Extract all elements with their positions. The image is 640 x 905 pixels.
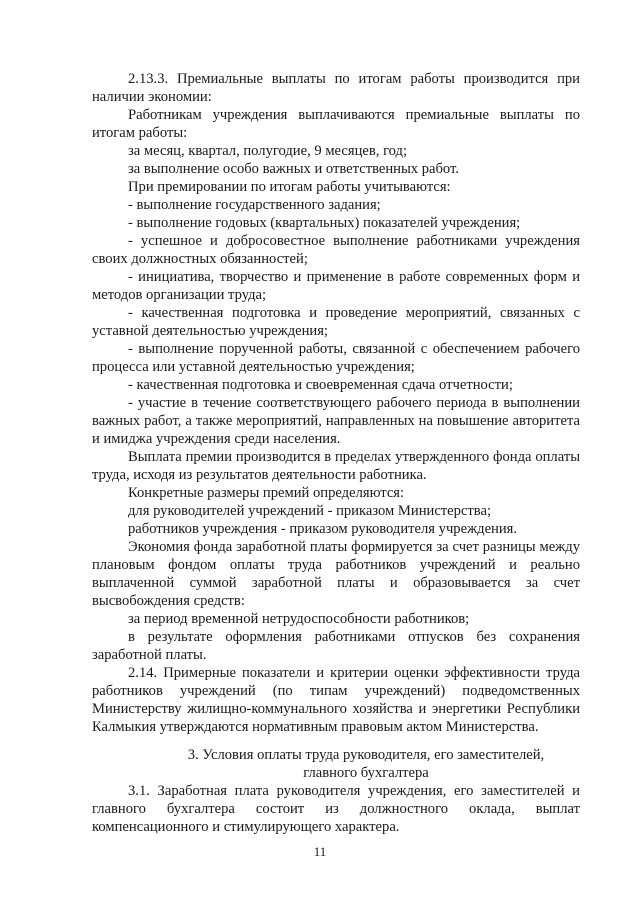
list-item: - качественная подготовка и проведение мероприятий, связанных с уставной деятельностью учреждения; bbox=[92, 305, 580, 339]
section-title-line2: главного бухгалтера bbox=[303, 765, 429, 781]
list-item: - качественная подготовка и своевременная сдача отчетности; bbox=[128, 377, 513, 393]
paragraph-bonus-fund: Выплата премии производится в пределах утвержденного фонда оплаты труда, исходя из результатов деятельности работника. bbox=[92, 449, 580, 483]
paragraph-3-1: 3.1. Заработная плата руководителя учреждения, его заместителей и главного бухгалтера состоит из должностного оклада, выплат компенсационного и стимулирующего характера. bbox=[92, 783, 580, 835]
paragraph-2-13-3: 2.13.3. Премиальные выплаты по итогам работы производится при наличии экономии: bbox=[92, 71, 580, 105]
paragraph-criteria-intro: При премировании по итогам работы учитываются: bbox=[128, 179, 451, 195]
section-title bbox=[92, 746, 580, 782]
list-item: для руководителей учреждений - приказом Министерства; bbox=[128, 503, 492, 519]
list-item: - выполнение государственного задания; bbox=[128, 197, 381, 213]
list-item: - успешное и добросовестное выполнение работниками учреждения своих должностных обязанностей; bbox=[92, 233, 580, 267]
paragraph-workers-bonus: Работникам учреждения выплачиваются премиальные выплаты по итогам работы: bbox=[92, 107, 580, 141]
list-item: за период временной нетрудоспособности работников; bbox=[128, 611, 470, 627]
document-body bbox=[92, 70, 580, 836]
list-item: - участие в течение соответствующего рабочего периода в выполнении важных работ, а также мероприятий, направленных на повышение авторитета и имиджа учреждения среди населения. bbox=[92, 395, 580, 447]
list-item: работников учреждения - приказом руководителя учреждения. bbox=[128, 521, 518, 537]
section-title-line1: 3. Условия оплаты труда руководителя, его заместителей, bbox=[187, 747, 545, 763]
list-item: - инициатива, творчество и применение в работе современных форм и методов организации труда; bbox=[92, 269, 580, 303]
list-item: в результате оформления работниками отпусков без сохранения заработной платы. bbox=[92, 629, 580, 663]
list-item: - выполнение порученной работы, связанной с обеспечением рабочего процесса или уставной деятельностью учреждения; bbox=[92, 341, 580, 375]
paragraph-salary-savings: Экономия фонда заработной платы формируется за счет разницы между плановым фондом оплаты труда работников учреждений и реально выплаченной суммой заработной платы и образовывается за счет высвобождения средств: bbox=[92, 539, 580, 609]
list-item: - выполнение годовых (квартальных) показателей учреждения; bbox=[128, 215, 521, 231]
page-number: 11 bbox=[313, 844, 327, 859]
paragraph-periods: за месяц, квартал, полугодие, 9 месяцев, год; bbox=[128, 143, 408, 159]
paragraph-2-14: 2.14. Примерные показатели и критерии оценки эффективности труда работников учреждений (по типам учреждений) подведомственных Министерству жилищно-коммунального хозяйства и энергетики Республики Калмыкия утверждаются нормативным правовым актом Министерства. bbox=[92, 665, 580, 735]
paragraph-important-works: за выполнение особо важных и ответственных работ. bbox=[128, 161, 459, 177]
paragraph-sizes-intro: Конкретные размеры премий определяются: bbox=[128, 485, 405, 501]
